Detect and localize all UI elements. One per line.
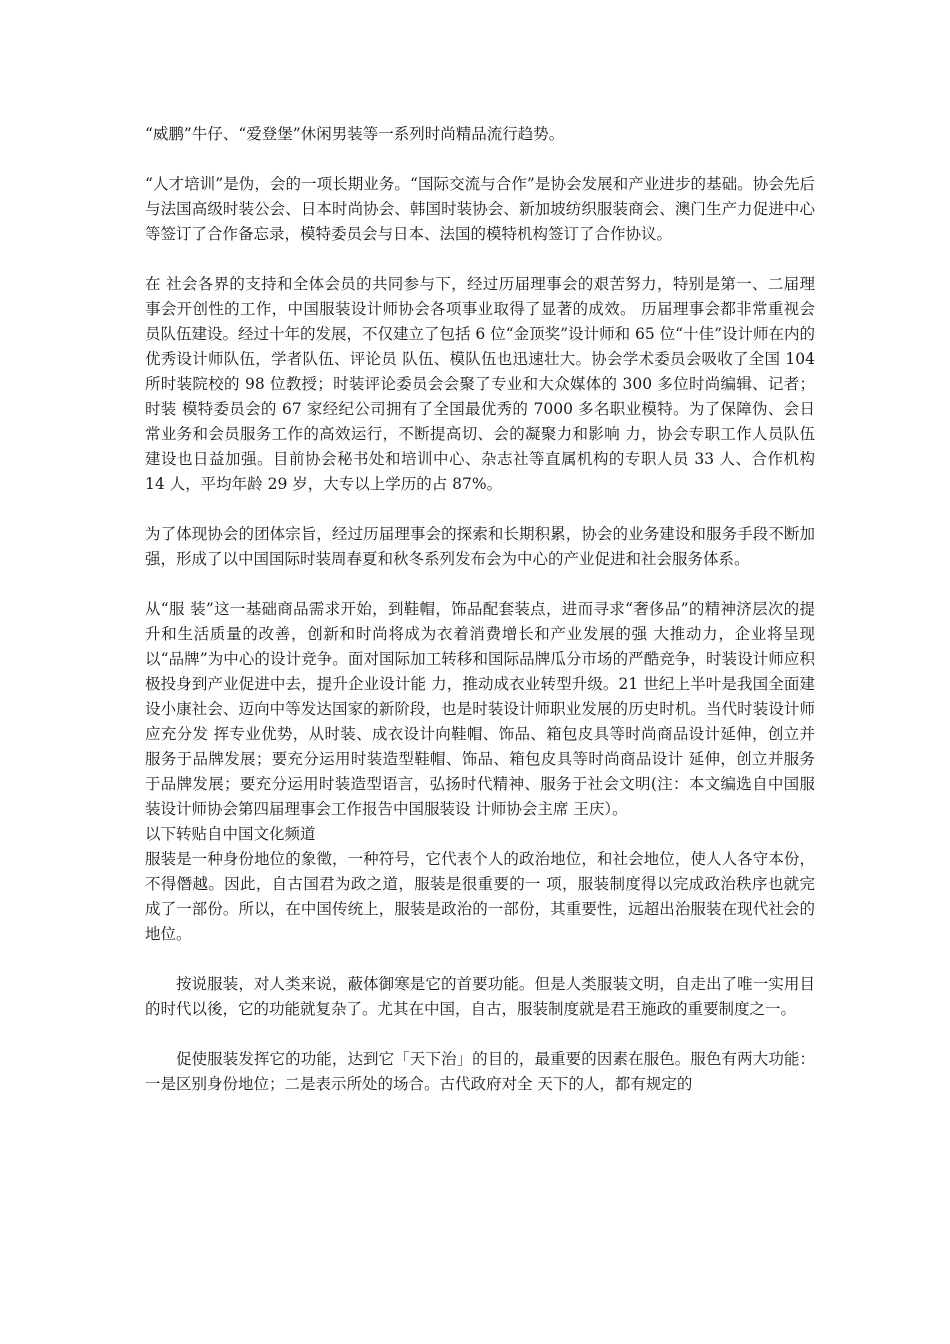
paragraph-service-system: 为了体现协会的团体宗旨，经过历届理事会的探索和长期积累，协会的业务建设和服务手段不断加强，形成了以中国国际时装周春夏和秋冬系列发布会为中心的产业促进和社会服务体系。 (145, 525, 815, 568)
paragraph-achievements: 在 社会各界的支持和全体会员的共同参与下，经过历届理事会的艰苦努力，特别是第一、二届理事会开创性的工作，中国服装设计师协会各项事业取得了显著的成效。 历届理事会都非常重视会员队伍建设。经过十年的发展，不仅建立了包括 6 位“金顶奖”设计师和 65 位“十佳”设计师在内的优秀设计师队伍，学者队伍、评论员 队伍、模队伍也迅速壮大。协会学术委员会吸收了全国 104 所时装院校的 98 位教授；时装评论委员会会聚了专业和大众媒体的 300 多位时尚编辑、记者；时装 模特委员会的 67 家经纪公司拥有了全国最优秀的 7000 多名职业模特。为了保障伪、会日常业务和会员服务工作的高效运行，不断提高切、会的凝聚力和影响 力，协会专职工作人员队伍建设也日益加强。目前协会秘书处和培训中心、杂志社等直属机构的专职人员 33 人、合作机构 14 人，平均年龄 29 岁，大专以上学历的占 87%。 (145, 275, 815, 493)
repost-source-line: 以下转贴自中国文化频道 (145, 825, 316, 843)
document-body (145, 122, 815, 1097)
paragraph-industry-development: 从“服 装”这一基础商品需求开始，到鞋帽，饰品配套装点，进而寻求“奢侈品”的精神济层次的提升和生活质量的改善，创新和时尚将成为衣着消费增长和产业发展的强 大推动力，企业将呈现以“品牌”为中心的设计竞争。面对国际加工转移和国际品牌瓜分市场的严酷竞争，时装设计师应积极投身到产业促进中去，提升企业设计能 力，推动成衣业转型升级。21 世纪上半叶是我国全面建设小康社会、迈向中等发达国家的新阶段，也是时装设计师职业发展的历史时机。当代时装设计师应充分发 挥专业优势，从时装、成衣设计向鞋帽、饰品、箱包皮具等时尚商品设计延伸，创立并服务于品牌发展；要充分运用时装造型鞋帽、饰品、箱包皮具等时尚商品设计 延伸，创立并服务于品牌发展；要充分运用时装造型语言，弘扬时代精神、服务于社会文明(注：本文编选自中国服装设计师协会第四届理事会工作报告中国服装设 计师协会主席 王庆）。 (145, 600, 815, 818)
paragraph-status-symbol: 服装是一种身份地位的象徵，一种符号，它代表个人的政治地位，和社会地位，使人人各守本份，不得僭越。因此，自古国君为政之道，服装是很重要的一 项，服装制度得以完成政治秩序也就完成了一部份。所以，在中国传统上，服装是政治的一部份，其重要性，远超出治服装在现代社会的地位。 (145, 850, 815, 943)
paragraph-clothing-function: 按说服装，对人类来说，蔽体御寒是它的首要功能。但是人类服装文明，自走出了唯一实用目的时代以後，它的功能就复杂了。尤其在中国，自古，服装制度就是君王施政的重要制度之一。 (145, 975, 815, 1018)
paragraph-clothing-color: 促使服装发挥它的功能，达到它「天下治」的目的，最重要的因素在服色。服色有两大功能：一是区别身份地位；二是表示所处的场合。古代政府对全 天下的人，都有规定的 (145, 1050, 815, 1093)
paragraph-training-cooperation: “人才培训”是伪，会的一项长期业务。“国际交流与合作”是协会发展和产业进步的基础。协会先后与法国高级时装公会、日本时尚协会、韩国时装协会、新加坡纺织服装商会、澳门生产力促进中心等签订了合作备忘录，模特委员会与日本、法国的模特机构签订了合作协议。 (145, 175, 815, 243)
paragraph-trend: “威鹏”牛仔、“爱登堡”休闲男装等一系列时尚精品流行趋势。 (145, 125, 565, 143)
